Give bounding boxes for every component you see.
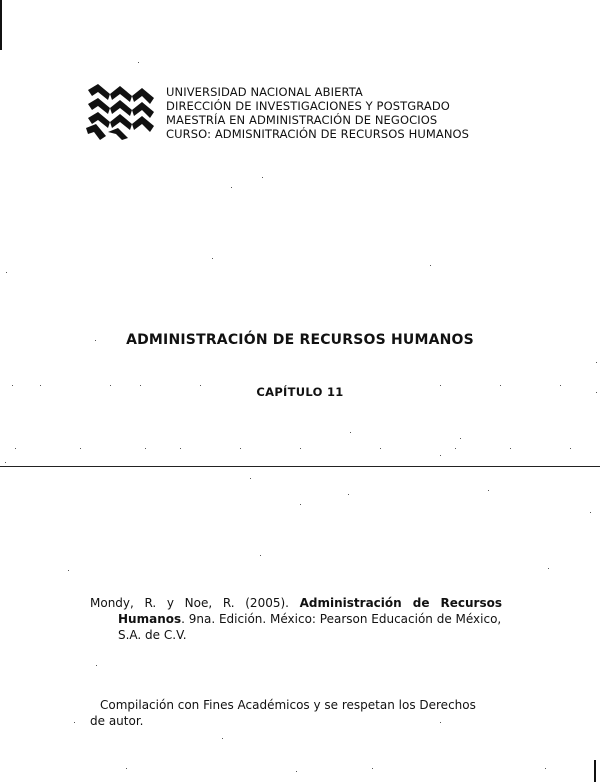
chapter-label: CAPÍTULO 11 bbox=[256, 385, 344, 399]
reference-line-2 bbox=[90, 611, 502, 627]
scan-edge-mark-right bbox=[594, 760, 596, 782]
reference-authors: Mondy, R. y Noe, R. (2005). bbox=[90, 596, 289, 610]
horizontal-divider bbox=[0, 466, 600, 467]
reference-line-3 bbox=[90, 627, 502, 643]
reference-book-title-part1: Administración de Recursos bbox=[299, 596, 502, 610]
header-direction: DIRECCIÓN DE INVESTIGACIONES Y POSTGRADO bbox=[166, 99, 450, 113]
header-masters: MAESTRÍA EN ADMINISTRACIÓN DE NEGOCIOS bbox=[166, 113, 438, 127]
academic-use-note bbox=[90, 697, 510, 729]
reference-details: . 9na. Edición. México: Pearson Educación de México, bbox=[181, 612, 502, 626]
reference-details-end: S.A. de C.V. bbox=[118, 628, 187, 642]
document-title: ADMINISTRACIÓN DE RECURSOS HUMANOS bbox=[126, 332, 474, 348]
institution-header bbox=[166, 85, 469, 141]
bibliographic-reference bbox=[90, 595, 502, 643]
reference-line-1 bbox=[90, 595, 502, 611]
header-course: CURSO: ADMISNITRACIÓN DE RECURSOS HUMANOS bbox=[166, 127, 470, 141]
university-logo bbox=[86, 84, 156, 140]
note-line-2: de autor. bbox=[90, 714, 144, 728]
reference-book-title-part2: Humanos bbox=[118, 612, 182, 626]
header-university: UNIVERSIDAD NACIONAL ABIERTA bbox=[166, 85, 363, 99]
note-line-1: Compilación con Fines Académicos y se respetan los Derechos bbox=[100, 698, 476, 712]
scan-edge-mark-left bbox=[0, 0, 2, 50]
